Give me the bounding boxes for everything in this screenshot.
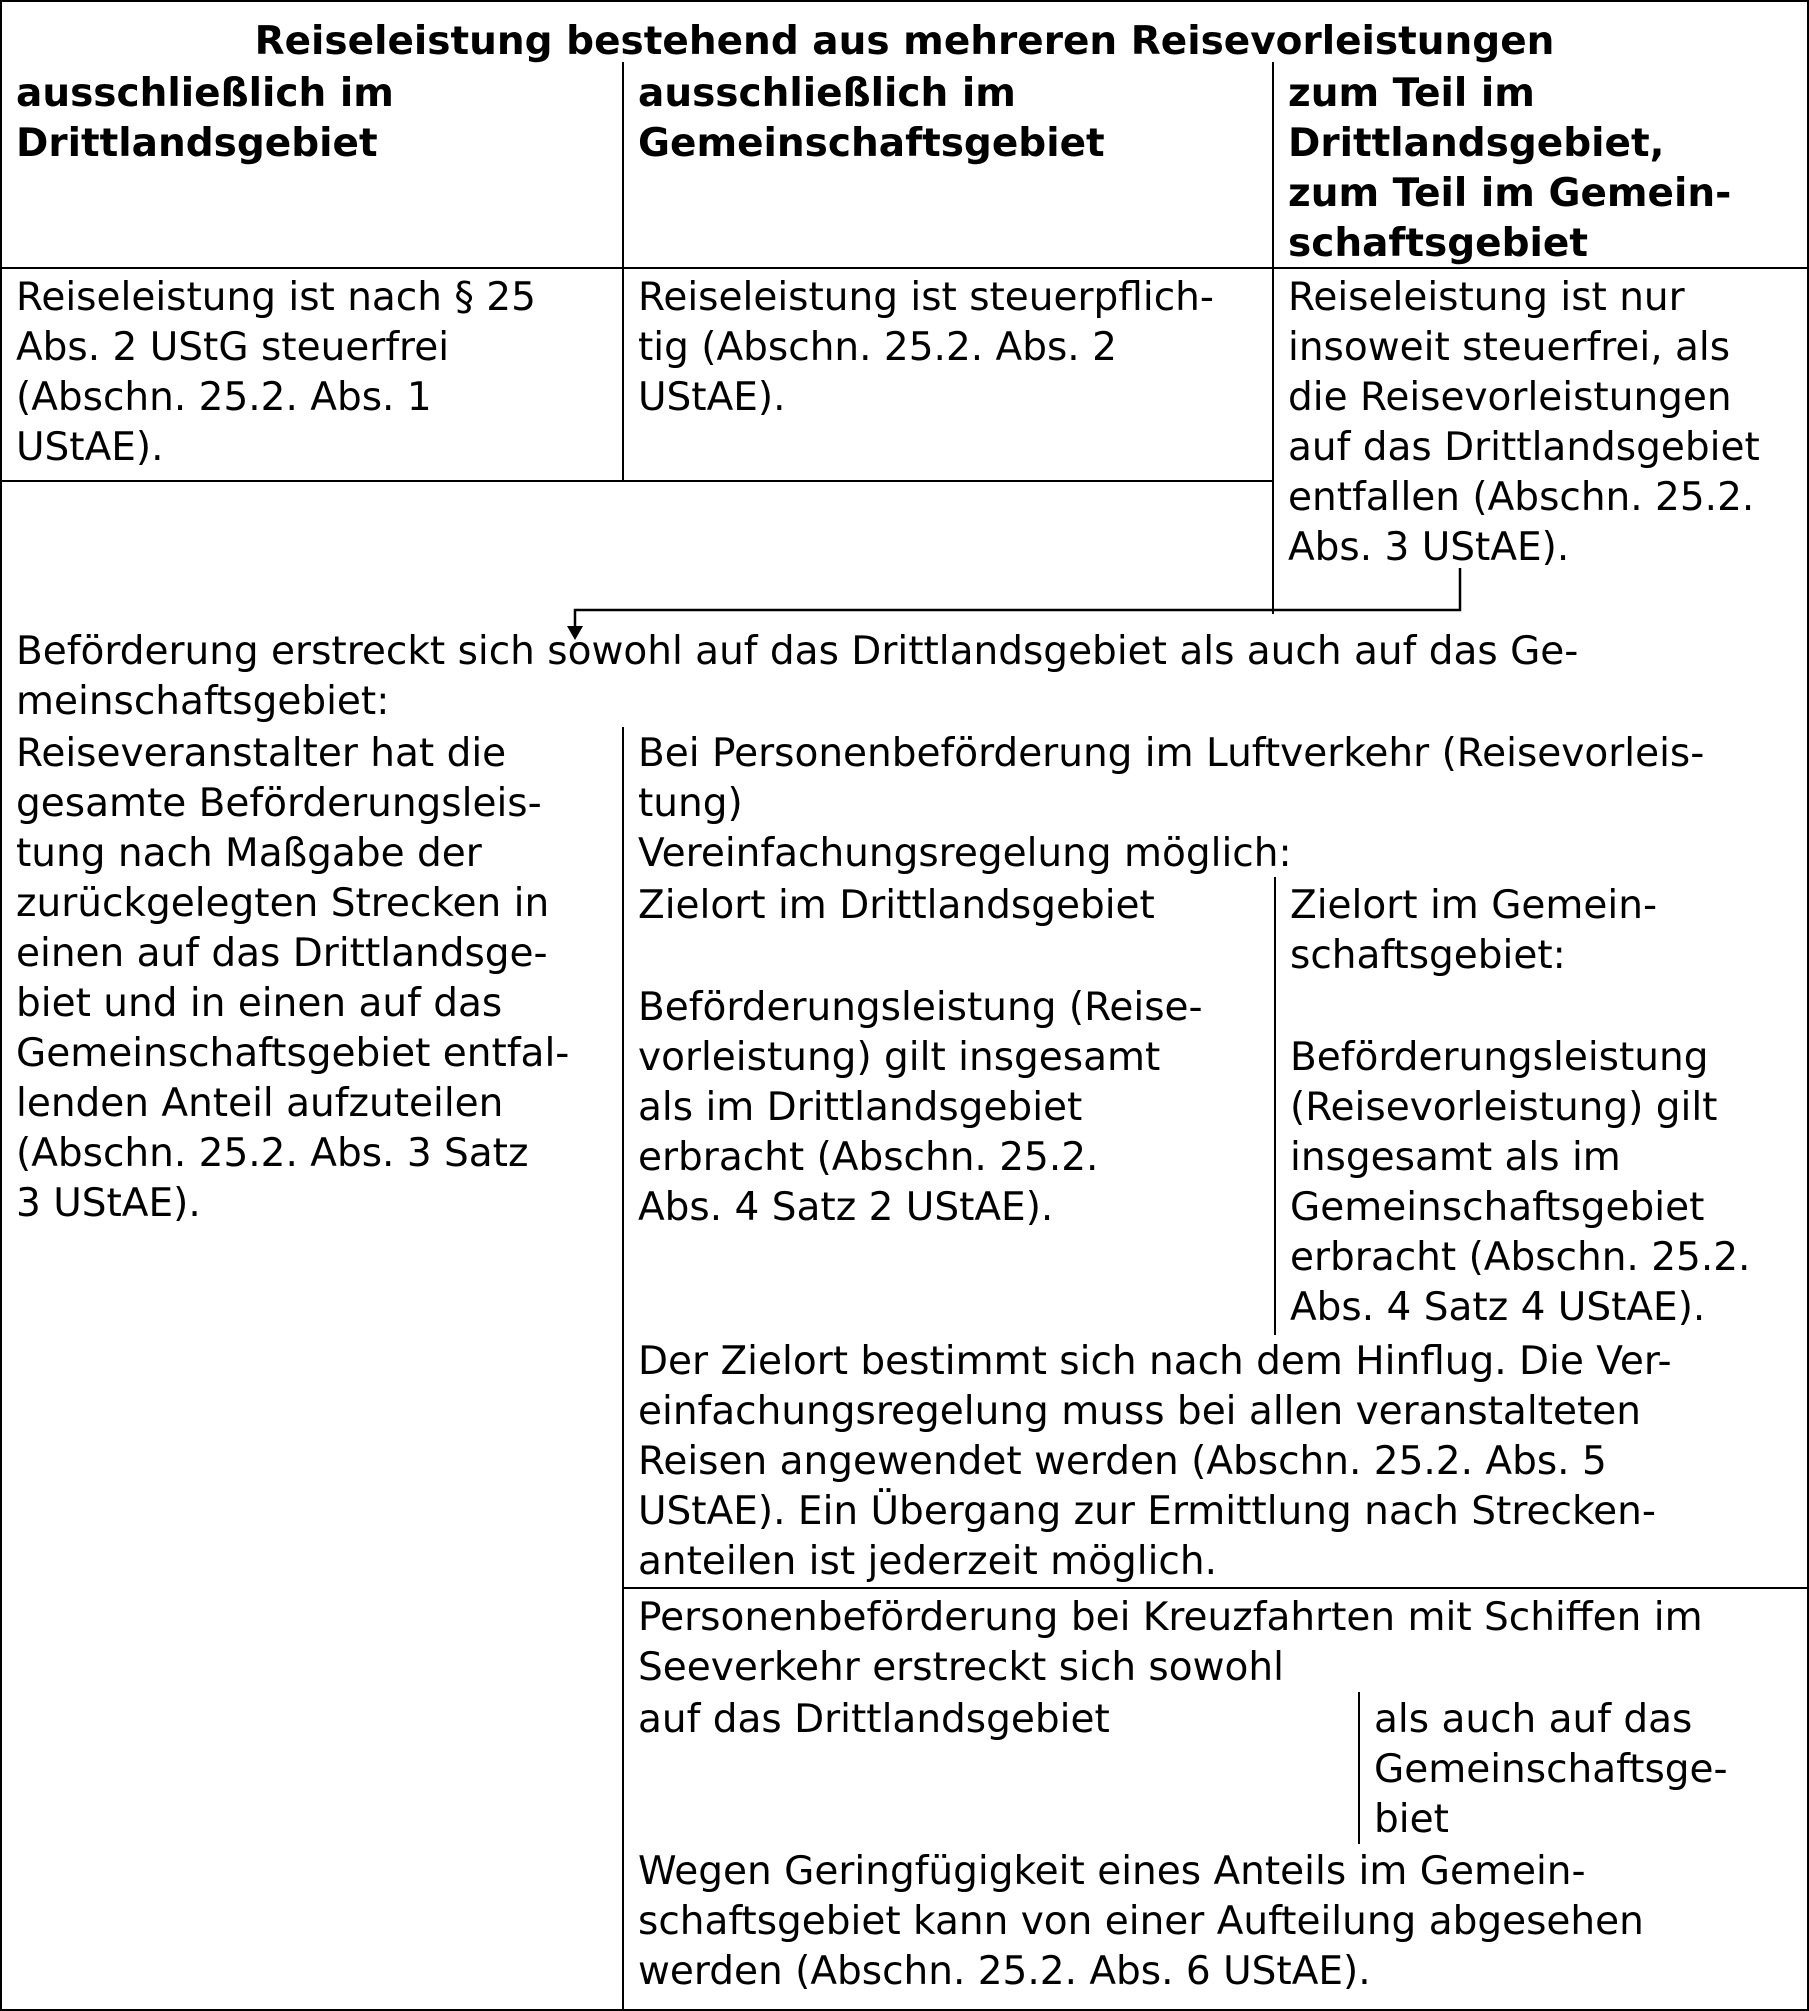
reiseveranstalter-line: Reiseveranstalter hat die <box>16 731 507 776</box>
column-2-header-line-1: ausschließlich im <box>638 71 1016 116</box>
luftverkehr-note-line: Reisen angewendet werden (Abschn. 25.2. Abs. 5 <box>638 1439 1607 1484</box>
column-3-body-line: entfallen (Abschn. 25.2. <box>1288 475 1755 520</box>
luftverkehr-note-line: einfachungsregelung muss bei allen veranstalteten <box>638 1389 1641 1434</box>
column-3-body-line: auf das Drittlandsgebiet <box>1288 425 1760 470</box>
zielort-drittland-line: als im Drittlandsgebiet <box>638 1085 1083 1130</box>
zielort-gemeinschaft-line: Beförderungsleistung <box>1290 1035 1709 1080</box>
kreuzfahrt-note-line: schaftsgebiet kann von einer Aufteilung abgesehen <box>638 1899 1644 1944</box>
reiseveranstalter-line: biet und in einen auf das <box>16 981 503 1026</box>
luftverkehr-intro-line: Bei Personenbeförderung im Luftverkehr (Reisevorleis- <box>638 731 1705 776</box>
kreuzfahrt-gemeinschaft-line: biet <box>1374 1797 1449 1842</box>
column-1-body-line: (Abschn. 25.2. Abs. 1 <box>16 375 432 420</box>
column-1-body-line: Reiseleistung ist nach § 25 <box>16 275 536 320</box>
kreuzfahrt-note-line: werden (Abschn. 25.2. Abs. 6 UStAE). <box>638 1949 1371 1994</box>
column-3-header-line-3: zum Teil im Gemein- <box>1288 171 1732 216</box>
column-3-body-line: Reiseleistung ist nur <box>1288 275 1685 320</box>
kreuzfahrt-note-line: Wegen Geringfügigkeit eines Anteils im Gemein- <box>638 1849 1586 1894</box>
column-3-header-line-2: Drittlandsgebiet, <box>1288 121 1665 166</box>
zielort-gemeinschaft-heading: Zielort im Gemein- <box>1290 883 1658 928</box>
kreuzfahrt-drittland: auf das Drittlandsgebiet <box>638 1697 1110 1742</box>
kreuzfahrt-intro-line: Seeverkehr erstreckt sich sowohl <box>638 1645 1284 1690</box>
column-3-header-line-4: schaftsgebiet <box>1288 221 1588 266</box>
zielort-gemeinschaft-line: Abs. 4 Satz 4 UStAE). <box>1290 1285 1706 1330</box>
column-3-body-line: insoweit steuerfrei, als <box>1288 325 1731 370</box>
zielort-gemeinschaft-line: Gemeinschaftsgebiet <box>1290 1185 1705 1230</box>
reiseveranstalter-line: (Abschn. 25.2. Abs. 3 Satz <box>16 1131 529 1176</box>
column-2-body-line: Reiseleistung ist steuerpflich- <box>638 275 1214 320</box>
column-3-body-line: die Reisevorleistungen <box>1288 375 1732 420</box>
luftverkehr-note-line: UStAE). Ein Übergang zur Ermittlung nach Strecken- <box>638 1489 1656 1534</box>
reiseveranstalter-line: einen auf das Drittlandsge- <box>16 931 548 976</box>
zielort-drittland-line: Beförderungsleistung (Reise- <box>638 985 1203 1030</box>
column-1-body-line: Abs. 2 UStG steuerfrei <box>16 325 450 370</box>
reiseveranstalter-line: lenden Anteil aufzuteilen <box>16 1081 504 1126</box>
reiseveranstalter-line: 3 UStAE). <box>16 1181 201 1226</box>
reiseveranstalter-line: zurückgelegten Strecken in <box>16 881 550 926</box>
befoerderung-intro-line: meinschaftsgebiet: <box>16 679 390 724</box>
zielort-gemeinschaft-line: (Reisevorleistung) gilt <box>1290 1085 1718 1130</box>
zielort-gemeinschaft-line: erbracht (Abschn. 25.2. <box>1290 1235 1751 1280</box>
befoerderung-intro-line: Beförderung erstreckt sich sowohl auf das Drittlandsgebiet als auch auf das Ge- <box>16 629 1579 674</box>
zielort-gemeinschaft-heading: schaftsgebiet: <box>1290 933 1566 978</box>
zielort-gemeinschaft-line: insgesamt als im <box>1290 1135 1621 1180</box>
reiseveranstalter-line: tung nach Maßgabe der <box>16 831 482 876</box>
column-2-body-line: UStAE). <box>638 375 786 420</box>
column-1-body-line: UStAE). <box>16 425 164 470</box>
column-1-header-line-2: Drittlandsgebiet <box>16 121 378 166</box>
kreuzfahrt-gemeinschaft-line: Gemeinschaftsge- <box>1374 1747 1728 1792</box>
column-1-header-line-1: ausschließlich im <box>16 71 394 116</box>
reiseveranstalter-line: gesamte Beförderungsleis- <box>16 781 542 826</box>
luftverkehr-note-line: Der Zielort bestimmt sich nach dem Hinflug. Die Ver- <box>638 1339 1672 1384</box>
page-title: Reiseleistung bestehend aus mehreren Reisevorleistungen <box>254 19 1555 64</box>
zielort-drittland-line: erbracht (Abschn. 25.2. <box>638 1135 1099 1180</box>
connector-line <box>575 568 1460 628</box>
luftverkehr-note-line: anteilen ist jederzeit möglich. <box>638 1539 1217 1584</box>
kreuzfahrt-intro-line: Personenbeförderung bei Kreuzfahrten mit Schiffen im <box>638 1595 1703 1640</box>
zielort-drittland-line: Abs. 4 Satz 2 UStAE). <box>638 1185 1054 1230</box>
column-2-header-line-2: Gemeinschaftsgebiet <box>638 121 1105 166</box>
zielort-drittland-heading: Zielort im Drittlandsgebiet <box>638 883 1155 928</box>
luftverkehr-intro-line: Vereinfachungsregelung möglich: <box>638 831 1292 876</box>
kreuzfahrt-gemeinschaft-line: als auch auf das <box>1374 1697 1693 1742</box>
zielort-drittland-line: vorleistung) gilt insgesamt <box>638 1035 1161 1080</box>
luftverkehr-intro-line: tung) <box>638 781 743 826</box>
column-2-body-line: tig (Abschn. 25.2. Abs. 2 <box>638 325 1117 370</box>
column-3-body-line: Abs. 3 UStAE). <box>1288 525 1570 570</box>
reiseveranstalter-line: Gemeinschaftsgebiet entfal- <box>16 1031 570 1076</box>
column-3-header-line-1: zum Teil im <box>1288 71 1535 116</box>
